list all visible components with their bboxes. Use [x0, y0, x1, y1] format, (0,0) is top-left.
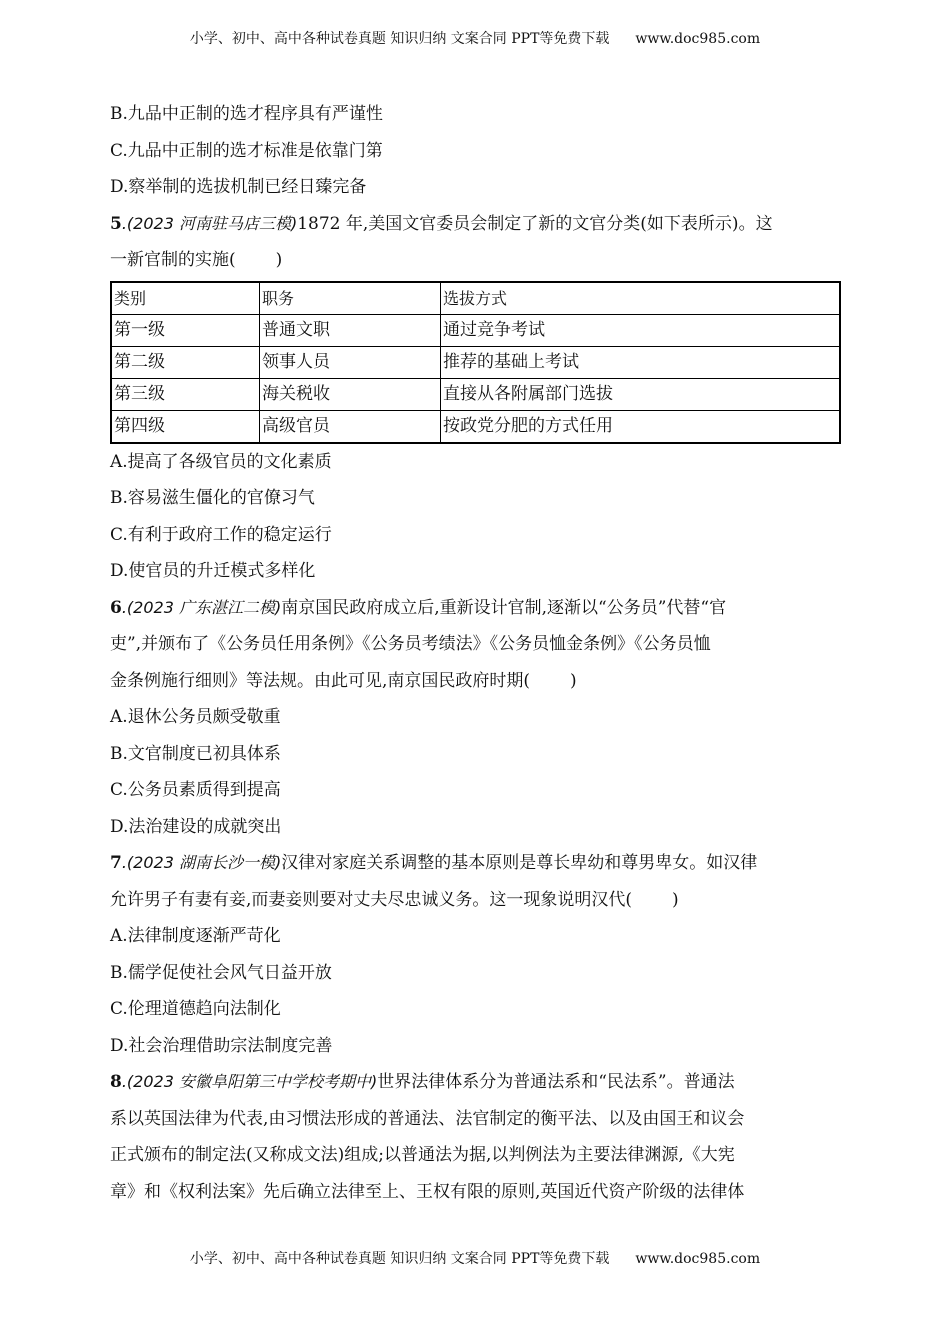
q6-option-c: C.公务员素质得到提高: [110, 780, 281, 800]
q7-source: .(2023 湖南长沙一模): [121, 853, 282, 872]
table-header-cell: 职务: [260, 282, 441, 315]
q4-option-b: B.九品中正制的选才程序具有严谨性: [110, 104, 383, 124]
q5-stem-end: ): [275, 250, 283, 270]
q6-option-b: B.文官制度已初具体系: [110, 743, 281, 764]
table-cell: 第四级: [111, 410, 260, 443]
footer-text: 小学、初中、高中各种试卷真题 知识归纳 文案合同 PPT等免费下载: [189, 1251, 610, 1267]
table-cell: 推荐的基础上考试: [441, 346, 841, 378]
q7-option-a: A.法律制度逐渐严苛化: [110, 926, 281, 946]
q8-number: 8: [110, 1072, 122, 1092]
table-cell: 第二级: [111, 346, 260, 378]
q4-option-c: C.九品中正制的选才标准是依靠门第: [110, 140, 383, 161]
q6-stem-line2: 吏”,并颁布了《公务员任用条例》《公务员考绩法》《公务员恤金条例》《公务员恤: [110, 634, 711, 654]
document-body: [110, 96, 840, 1210]
q8-source: .(2023 安徽阜阳第三中学校考期中): [121, 1072, 378, 1091]
q8-stem-line2: 系以英国法律为代表,由习惯法形成的普通法、法官制定的衡平法、以及由国王和议会: [110, 1108, 745, 1129]
table-row: [111, 314, 840, 346]
q5-option-c: C.有利于政府工作的稳定运行: [110, 524, 332, 545]
q7-option-b: B.儒学促使社会风气日益开放: [110, 962, 332, 983]
q4-options: [110, 96, 840, 206]
q8-stem-line1: [110, 1064, 840, 1101]
q6-number: 6: [110, 597, 122, 618]
q6-option-a: A.退休公务员颇受敬重: [110, 707, 281, 727]
q6-stem-line1: [110, 590, 840, 627]
q5-option-a: A.提高了各级官员的文化素质: [110, 451, 332, 472]
q6-option-d: D.法治建设的成就突出: [110, 816, 282, 837]
q5-stem-text1: 1872 年,美国文官委员会制定了新的文官分类(如下表所示)。这: [297, 213, 773, 234]
q6-stem-end: ): [570, 670, 577, 691]
table-row: [111, 410, 840, 443]
header-site: www.doc985.com: [635, 31, 761, 47]
question-7: [110, 845, 840, 1064]
q8-stem-line3: 正式颁布的制定法(又称成文法)组成;以普通法为据,以判例法为主要法律渊源,《大宪: [110, 1145, 735, 1165]
q6-source: .(2023 广东湛江二模): [121, 597, 282, 617]
table-header-row: [111, 282, 840, 315]
question-8: [110, 1064, 840, 1210]
header-text: 小学、初中、高中各种试卷真题 知识归纳 文案合同 PPT等免费下载: [189, 31, 610, 47]
q5-table: [110, 281, 841, 444]
page-footer: [0, 1248, 950, 1268]
q4-option-d: D.察举制的选拔机制已经日臻完备: [110, 177, 367, 197]
table-cell: 第三级: [111, 378, 260, 410]
table-cell: 按政党分肥的方式任用: [441, 410, 841, 443]
q5-options: [110, 444, 840, 590]
q6-stem-line3: [110, 663, 840, 700]
q6-stem-text3: 金条例施行细则》等法规。由此可见,南京国民政府时期(: [110, 670, 531, 691]
table-cell: 领事人员: [260, 346, 441, 378]
q5-source: .(2023 河南驻马店三模): [121, 213, 298, 233]
table-header-cell: 类别: [111, 282, 260, 315]
table-cell: 普通文职: [260, 314, 441, 346]
q7-stem-text2: 允许男子有妻有妾,而妻妾则要对丈夫尽忠诚义务。这一现象说明汉代(: [110, 889, 633, 910]
table-cell: 通过竞争考试: [441, 314, 841, 346]
q7-option-c: C.伦理道德趋向法制化: [110, 999, 281, 1019]
q5-stem-text2: 一新官制的实施(: [110, 250, 236, 270]
q5-option-d: D.使官员的升迁模式多样化: [110, 561, 316, 581]
q5-number: 5: [110, 213, 122, 234]
table-cell: 第一级: [111, 314, 260, 346]
q8-stem-text1: 世界法律体系分为普通法系和“民法系”。普通法: [377, 1072, 735, 1092]
q7-stem-end: ): [672, 889, 679, 910]
q5-option-b: B.容易滋生僵化的官僚习气: [110, 488, 315, 508]
table-row: [111, 346, 840, 378]
q7-stem-line1: [110, 845, 840, 882]
q7-option-d: D.社会治理借助宗法制度完善: [110, 1035, 333, 1056]
q5-stem-line2: [110, 242, 840, 279]
question-6: [110, 590, 840, 846]
table-cell: 海关税收: [260, 378, 441, 410]
table-row: [111, 378, 840, 410]
question-5: [110, 206, 840, 590]
q7-stem-line2: [110, 882, 840, 919]
q6-stem-text1: 南京国民政府成立后,重新设计官制,逐渐以“公务员”代替“官: [281, 597, 727, 618]
q5-stem-line1: [110, 206, 840, 243]
footer-site: www.doc985.com: [635, 1251, 761, 1267]
q8-stem-line4: 章》和《权利法案》先后确立法律至上、王权有限的原则,英国近代资产阶级的法律体: [110, 1181, 745, 1202]
q7-number: 7: [110, 853, 122, 873]
q7-stem-text1: 汉律对家庭关系调整的基本原则是尊长卑幼和尊男卑女。如汉律: [281, 853, 758, 873]
table-cell: 直接从各附属部门选拔: [441, 378, 841, 410]
table-header-cell: 选拔方式: [441, 282, 841, 315]
page-header: [0, 28, 950, 48]
table-cell: 高级官员: [260, 410, 441, 443]
